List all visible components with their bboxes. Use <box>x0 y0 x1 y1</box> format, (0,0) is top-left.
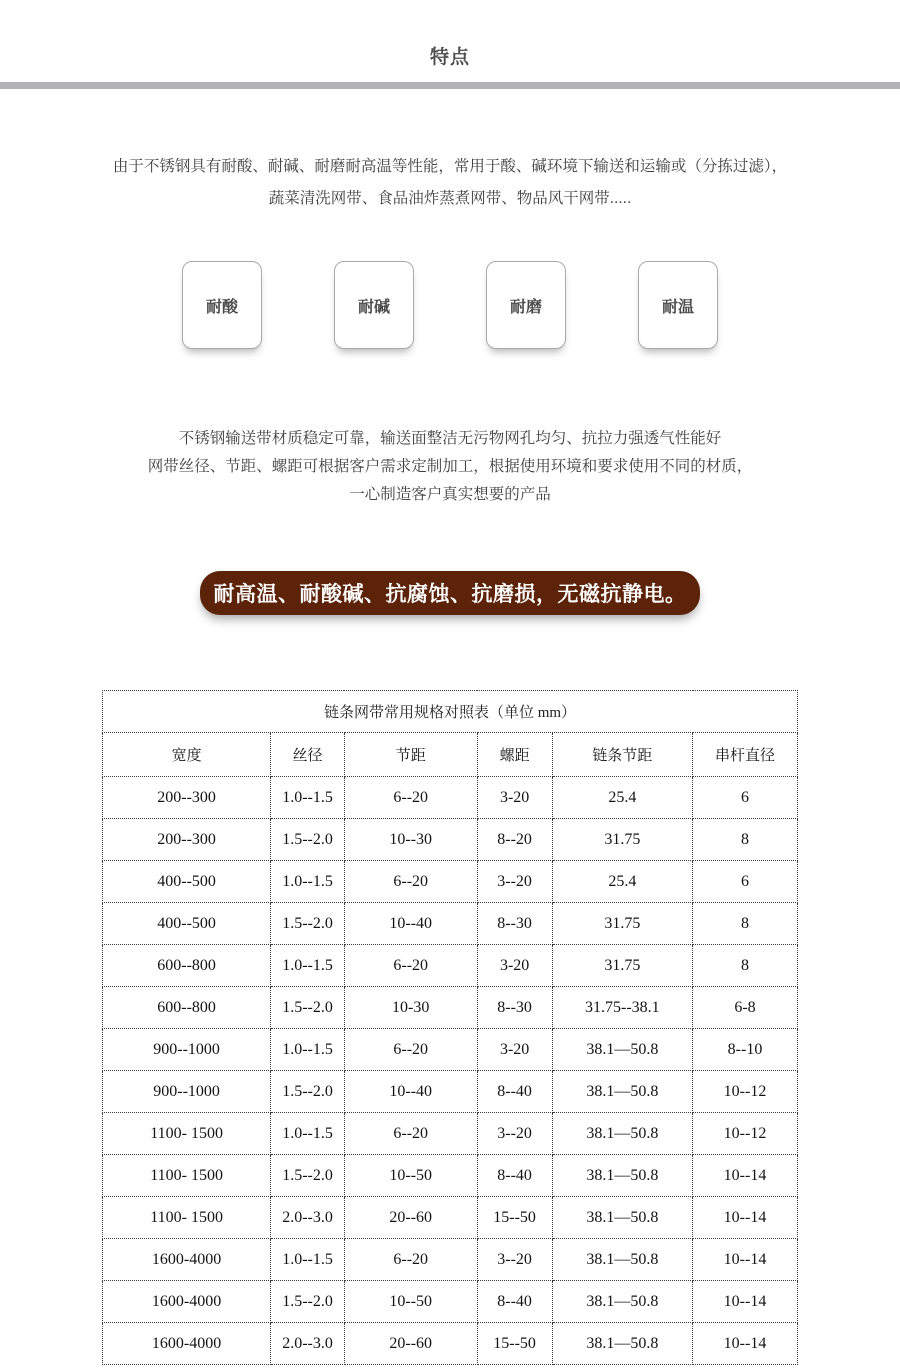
table-cell: 10--40 <box>344 903 477 945</box>
table-cell: 25.4 <box>552 777 692 819</box>
table-cell: 38.1—50.8 <box>552 1155 692 1197</box>
table-cell: 6 <box>693 861 798 903</box>
table-row <box>103 1197 798 1239</box>
table-cell: 1.5--2.0 <box>271 1281 345 1323</box>
table-cell: 900--1000 <box>103 1071 271 1113</box>
table-cell: 6--20 <box>344 1113 477 1155</box>
table-cell: 31.75 <box>552 819 692 861</box>
intro-line-2: 蔬菜清洗网带、食品油炸蒸煮网带、物品风干网带..... <box>268 190 632 207</box>
table-cell: 10--12 <box>693 1071 798 1113</box>
table-cell: 1.0--1.5 <box>271 1029 345 1071</box>
table-cell: 6 <box>693 777 798 819</box>
description-line-3: 一心制造客户真实想要的产品 <box>349 486 551 503</box>
table-row <box>103 1281 798 1323</box>
table-row <box>103 903 798 945</box>
table-cell: 8--30 <box>477 987 552 1029</box>
description-line-1: 不锈钢输送带材质稳定可靠，输送面整洁无污物网孔均匀、抗拉力强透气性能好 <box>178 430 722 447</box>
divider-bar <box>0 82 900 89</box>
description-line-2: 网带丝径、节距、螺距可根据客户需求定制加工，根据使用环境和要求使用不同的材质， <box>147 458 753 475</box>
table-header-cell: 螺距 <box>477 733 552 777</box>
table-cell: 10--14 <box>693 1155 798 1197</box>
feature-box-label: 耐磨 <box>509 298 542 316</box>
table-cell: 8--40 <box>477 1281 552 1323</box>
table-cell: 1100- 1500 <box>103 1197 271 1239</box>
feature-box-label: 耐温 <box>661 298 694 316</box>
table-row <box>103 1029 798 1071</box>
table-cell: 38.1—50.8 <box>552 1071 692 1113</box>
table-cell: 6-8 <box>693 987 798 1029</box>
table-cell: 3--20 <box>477 1239 552 1281</box>
table-cell: 15--50 <box>477 1323 552 1365</box>
spec-table <box>102 690 798 1365</box>
description-paragraph <box>0 425 900 509</box>
table-header-cell: 宽度 <box>103 733 271 777</box>
table-title: 链条网带常用规格对照表（单位 mm） <box>103 691 798 733</box>
table-cell: 20--60 <box>344 1323 477 1365</box>
table-cell: 600--800 <box>103 945 271 987</box>
table-cell: 15--50 <box>477 1197 552 1239</box>
table-cell: 1600-4000 <box>103 1239 271 1281</box>
feature-box-temperature-resistant <box>638 261 718 349</box>
table-cell: 3-20 <box>477 1029 552 1071</box>
table-cell: 900--1000 <box>103 1029 271 1071</box>
table-row <box>103 1071 798 1113</box>
table-cell: 8 <box>693 903 798 945</box>
table-header-cell: 链条节距 <box>552 733 692 777</box>
table-cell: 31.75 <box>552 903 692 945</box>
feature-banner <box>200 571 700 615</box>
table-cell: 38.1—50.8 <box>552 1239 692 1281</box>
table-cell: 10--40 <box>344 1071 477 1113</box>
table-cell: 1100- 1500 <box>103 1155 271 1197</box>
table-cell: 200--300 <box>103 819 271 861</box>
table-cell: 38.1—50.8 <box>552 1197 692 1239</box>
table-cell: 1.5--2.0 <box>271 1071 345 1113</box>
table-cell: 1.0--1.5 <box>271 1113 345 1155</box>
table-cell: 1.5--2.0 <box>271 819 345 861</box>
table-cell: 10--14 <box>693 1197 798 1239</box>
table-cell: 8 <box>693 819 798 861</box>
feature-box-label: 耐酸 <box>205 298 238 316</box>
table-header-cell: 丝径 <box>271 733 345 777</box>
table-row <box>103 819 798 861</box>
table-cell: 10--50 <box>344 1155 477 1197</box>
table-row <box>103 777 798 819</box>
table-cell: 10--14 <box>693 1239 798 1281</box>
table-cell: 10--30 <box>344 819 477 861</box>
table-cell: 3-20 <box>477 945 552 987</box>
table-cell: 3--20 <box>477 1113 552 1155</box>
table-cell: 1100- 1500 <box>103 1113 271 1155</box>
table-cell: 8--40 <box>477 1071 552 1113</box>
table-cell: 8--20 <box>477 819 552 861</box>
table-cell: 600--800 <box>103 987 271 1029</box>
table-title-row <box>103 691 798 733</box>
table-cell: 31.75--38.1 <box>552 987 692 1029</box>
table-cell: 10--14 <box>693 1281 798 1323</box>
table-cell: 1.0--1.5 <box>271 1239 345 1281</box>
table-cell: 20--60 <box>344 1197 477 1239</box>
table-cell: 10--50 <box>344 1281 477 1323</box>
table-cell: 8--30 <box>477 903 552 945</box>
table-cell: 38.1—50.8 <box>552 1113 692 1155</box>
table-row <box>103 1239 798 1281</box>
table-cell: 38.1—50.8 <box>552 1323 692 1365</box>
table-cell: 10-30 <box>344 987 477 1029</box>
table-cell: 1.0--1.5 <box>271 945 345 987</box>
table-cell: 1600-4000 <box>103 1281 271 1323</box>
table-cell: 6--20 <box>344 1239 477 1281</box>
table-cell: 38.1—50.8 <box>552 1029 692 1071</box>
table-row <box>103 1323 798 1365</box>
table-header-row <box>103 733 798 777</box>
feature-banner-text: 耐高温、耐酸碱、抗腐蚀、抗磨损，无磁抗静电。 <box>213 583 687 606</box>
table-cell: 1.5--2.0 <box>271 987 345 1029</box>
table-cell: 6--20 <box>344 1029 477 1071</box>
intro-line-1: 由于不锈钢具有耐酸、耐碱、耐磨耐高温等性能，常用于酸、碱环境下输送和运输或（分拣过滤）， <box>112 158 788 175</box>
table-cell: 8 <box>693 945 798 987</box>
feature-box-acid-resistant <box>182 261 262 349</box>
table-cell: 3-20 <box>477 777 552 819</box>
table-cell: 38.1—50.8 <box>552 1281 692 1323</box>
table-row <box>103 1155 798 1197</box>
table-row <box>103 945 798 987</box>
table-header-cell: 节距 <box>344 733 477 777</box>
intro-paragraph <box>0 151 900 215</box>
table-cell: 6--20 <box>344 777 477 819</box>
feature-boxes <box>0 261 900 349</box>
table-cell: 200--300 <box>103 777 271 819</box>
table-row <box>103 861 798 903</box>
table-cell: 3--20 <box>477 861 552 903</box>
table-cell: 10--14 <box>693 1323 798 1365</box>
table-cell: 1.5--2.0 <box>271 903 345 945</box>
feature-box-wear-resistant <box>486 261 566 349</box>
table-cell: 1.0--1.5 <box>271 861 345 903</box>
table-cell: 10--12 <box>693 1113 798 1155</box>
table-cell: 8--40 <box>477 1155 552 1197</box>
feature-box-alkali-resistant <box>334 261 414 349</box>
table-header-cell: 串杆直径 <box>693 733 798 777</box>
table-cell: 2.0--3.0 <box>271 1323 345 1365</box>
spec-table-body <box>103 777 798 1365</box>
section-title: 特点 <box>429 47 470 68</box>
table-cell: 25.4 <box>552 861 692 903</box>
table-row <box>103 987 798 1029</box>
table-cell: 2.0--3.0 <box>271 1197 345 1239</box>
feature-box-label: 耐碱 <box>357 298 390 316</box>
table-cell: 1.5--2.0 <box>271 1155 345 1197</box>
table-cell: 6--20 <box>344 945 477 987</box>
table-cell: 8--10 <box>693 1029 798 1071</box>
table-cell: 1.0--1.5 <box>271 777 345 819</box>
table-cell: 1600-4000 <box>103 1323 271 1365</box>
table-cell: 400--500 <box>103 861 271 903</box>
table-row <box>103 1113 798 1155</box>
table-cell: 400--500 <box>103 903 271 945</box>
table-cell: 31.75 <box>552 945 692 987</box>
table-cell: 6--20 <box>344 861 477 903</box>
